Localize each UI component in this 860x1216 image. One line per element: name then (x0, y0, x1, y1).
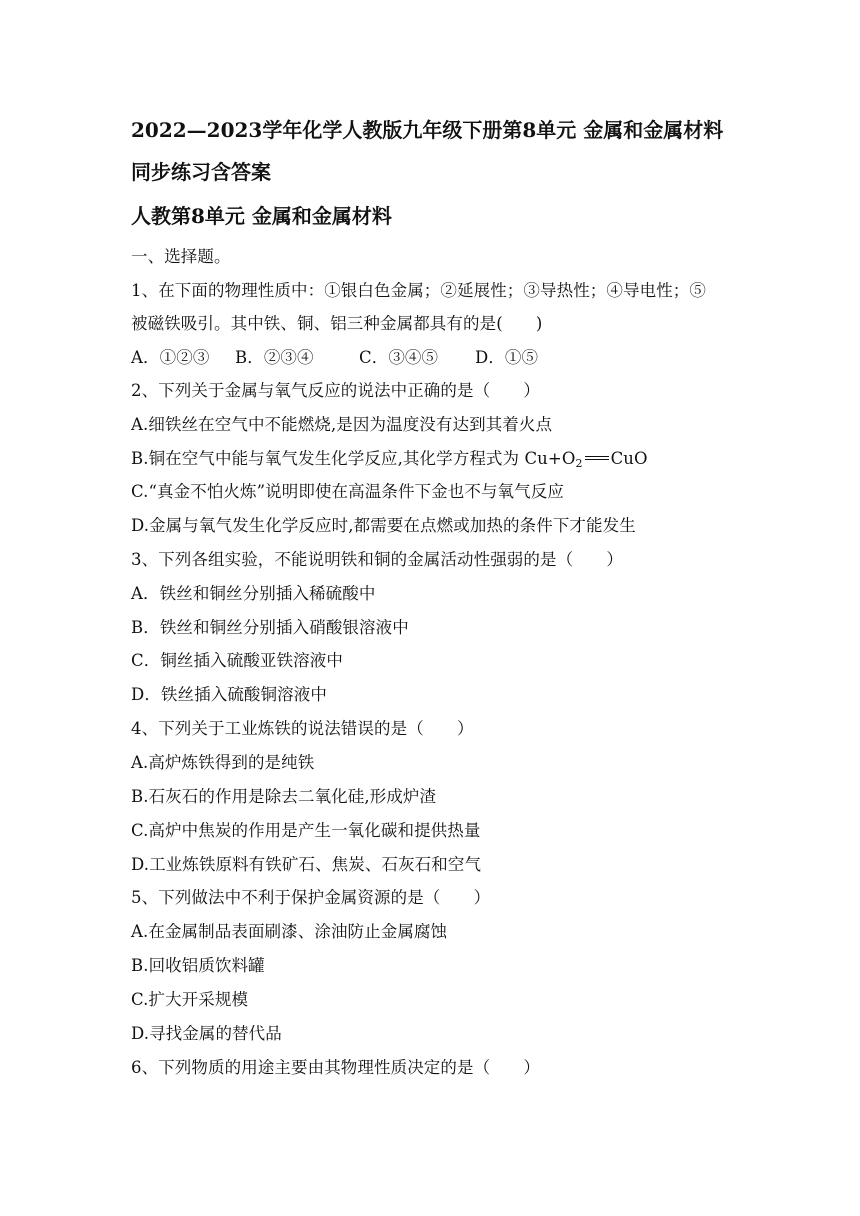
q2-option-b-text: B.铜在空气中能与氧气发生化学反应,其化学方程式为 Cu+O (131, 449, 576, 468)
document-title-line2: 同步练习含答案 (131, 160, 271, 184)
document-title-line1: 2022—2023学年化学人教版九年级下册第8单元 金属和金属材料 (131, 118, 724, 142)
q2-option-b-subscript: 2 (575, 457, 583, 470)
q1-stem-line1: 1、在下面的物理性质中：①银白色金属；②延展性；③导热性；④导电性；⑤ (131, 281, 706, 300)
q2-option-b (131, 448, 648, 470)
q4-stem: 4、下列关于工业炼铁的说法错误的是（ ） (131, 719, 474, 738)
q4-option-a: A.高炉炼铁得到的是纯铁 (131, 753, 315, 772)
q5-option-a: A.在金属制品表面刷漆、涂油防止金属腐蚀 (131, 922, 448, 941)
q3-option-b: B．铁丝和铜丝分别插入硝酸银溶液中 (131, 618, 409, 637)
unit-heading: 人教第8单元 金属和金属材料 (131, 204, 392, 228)
q2-option-b-product: CuO (610, 449, 648, 468)
q3-option-d: D．铁丝插入硫酸铜溶液中 (131, 685, 327, 704)
q5-stem: 5、下列做法中不利于保护金属资源的是（ ） (131, 888, 491, 907)
equals-sign-icon (583, 451, 611, 465)
q1-option-a: A．①②③ (131, 348, 210, 367)
section-heading: 一、选择题。 (131, 247, 231, 266)
q4-option-c: C.高炉中焦炭的作用是产生一氧化碳和提供热量 (131, 821, 481, 840)
q2-stem: 2、下列关于金属与氧气反应的说法中正确的是（ ） (131, 381, 540, 400)
q1-option-c: C．③④⑤ (359, 348, 439, 367)
q5-option-b: B.回收铝质饮料罐 (131, 956, 265, 975)
q2-option-a: A.细铁丝在空气中不能燃烧,是因为温度没有达到其着火点 (131, 415, 553, 434)
q2-option-d: D.金属与氧气发生化学反应时,都需要在点燃或加热的条件下才能发生 (131, 516, 636, 535)
q3-option-a: A．铁丝和铜丝分别插入稀硫酸中 (131, 584, 376, 603)
q4-option-b: B.石灰石的作用是除去二氧化硅,形成炉渣 (131, 787, 437, 806)
q5-option-d: D.寻找金属的替代品 (131, 1024, 282, 1043)
q6-stem: 6、下列物质的用途主要由其物理性质决定的是（ ） (131, 1058, 540, 1077)
q1-options (131, 347, 538, 369)
q3-stem: 3、下列各组实验，不能说明铁和铜的金属活动性强弱的是（ ） (131, 550, 623, 569)
q2-option-c: C.“真金不怕火炼”说明即使在高温条件下金也不与氧气反应 (131, 482, 564, 501)
q5-option-c: C.扩大开采规模 (131, 990, 249, 1009)
q1-option-b: B．②③④ (235, 348, 314, 367)
q1-stem-line2: 被磁铁吸引。其中铁、铜、铝三种金属都具有的是( ) (131, 314, 543, 333)
q1-option-d: D．①⑤ (475, 348, 539, 367)
q3-option-c: C．铜丝插入硫酸亚铁溶液中 (131, 651, 343, 670)
q4-option-d: D.工业炼铁原料有铁矿石、焦炭、石灰石和空气 (131, 855, 482, 874)
